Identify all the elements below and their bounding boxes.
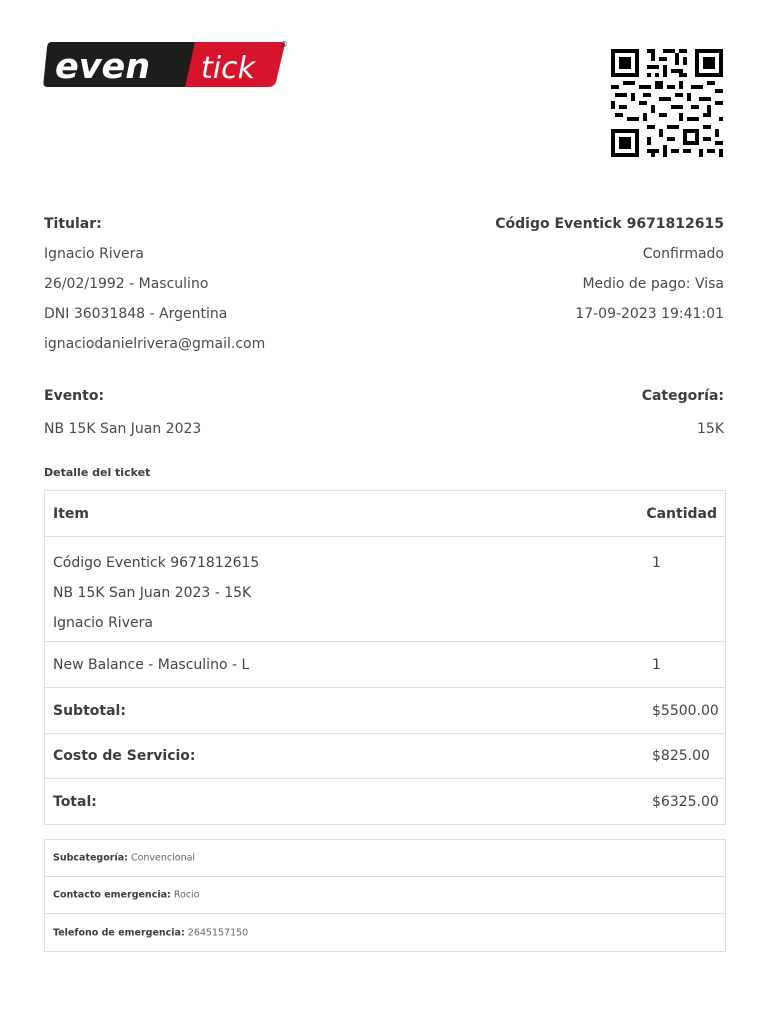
table-row <box>45 642 725 688</box>
total-row <box>45 779 725 824</box>
item1-quantity: 1 <box>652 555 661 571</box>
order-status: Confirmado <box>642 246 724 262</box>
item2-name: New Balance - Masculino - L <box>53 656 250 673</box>
event-name: NB 15K San Juan 2023 <box>44 421 202 437</box>
emergency-contact-value: Rocio <box>173 889 200 901</box>
item1-line2: NB 15K San Juan 2023 - 15K <box>53 585 252 601</box>
event-category: 15K <box>697 421 724 437</box>
table-header-row <box>45 491 725 537</box>
registered-mark: ® <box>280 40 288 49</box>
subcategory-row <box>45 840 725 877</box>
emergency-contact-row <box>45 877 725 914</box>
extra-info-table <box>44 839 726 952</box>
subtotal-value: $5500.00 <box>652 702 719 719</box>
holder-label: Titular: <box>44 216 102 232</box>
holder-dni-country: DNI 36031848 - Argentina <box>44 306 228 322</box>
subtotal-label: Subtotal: <box>53 702 126 719</box>
item1-line3: Ignacio Rivera <box>53 615 153 631</box>
order-code: Código Eventick 9671812615 <box>495 216 724 232</box>
payment-method: Medio de pago: Visa <box>582 276 724 292</box>
total-value: $6325.00 <box>652 793 719 810</box>
header-quantity: Cantidad <box>646 505 717 522</box>
category-label: Categoría: <box>641 388 724 404</box>
logo-text-tick: tick <box>201 51 255 86</box>
order-datetime: 17-09-2023 19:41:01 <box>575 306 724 322</box>
ticket-detail-title: Detalle del ticket <box>44 466 151 479</box>
emergency-contact-label: Contacto emergencia: <box>53 889 171 901</box>
qr-code-icon <box>610 49 724 157</box>
logo-text-even: even <box>55 47 151 87</box>
emergency-phone-value: 2645157150 <box>187 927 249 938</box>
item2-quantity: 1 <box>652 656 661 673</box>
event-label: Evento: <box>44 388 105 404</box>
subtotal-row <box>45 688 725 734</box>
holder-name: Ignacio Rivera <box>44 246 144 262</box>
eventick-logo <box>43 40 288 89</box>
service-label: Costo de Servicio: <box>53 748 196 764</box>
emergency-phone-label: Telefono de emergencia: <box>53 927 185 938</box>
service-row <box>45 734 725 779</box>
holder-email: ignaciodanielrivera@gmail.com <box>44 336 266 352</box>
holder-birth-gender: 26/02/1992 - Masculino <box>44 276 209 292</box>
subcategory-label: Subcategoría: <box>53 852 128 864</box>
emergency-phone-row <box>45 914 725 951</box>
subcategory-value: Convencional <box>130 852 196 864</box>
item1-line1: Código Eventick 9671812615 <box>53 555 260 571</box>
service-value: $825.00 <box>652 748 710 764</box>
header-item: Item <box>53 505 89 522</box>
total-label: Total: <box>53 793 97 810</box>
ticket-table <box>44 490 726 825</box>
table-row <box>45 537 725 642</box>
